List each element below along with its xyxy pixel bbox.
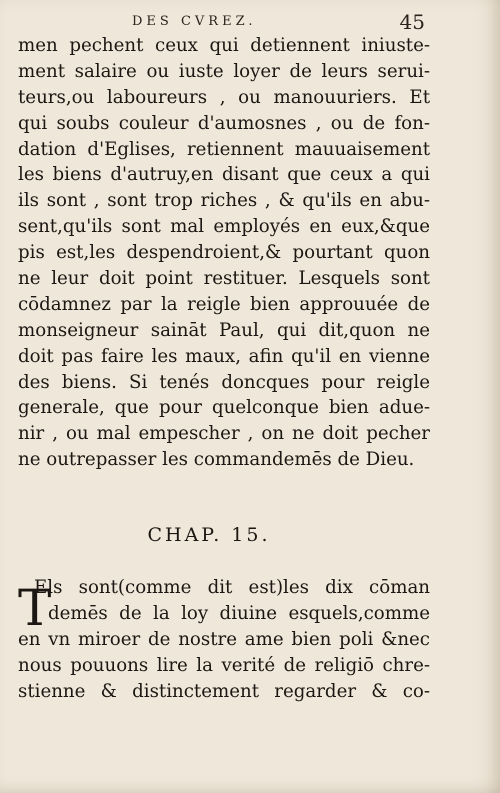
text-line: pis est,les despendroient,& pourtant quon (18, 242, 430, 264)
text-line: qui soubs couleur d'aumosnes , ou de fon- (18, 112, 430, 134)
text-line: nir , ou mal empescher , on ne doit pecher (18, 423, 430, 445)
text-line: generale, que pour quelconque bien adue- (18, 397, 430, 419)
text-line: en vn miroer de nostre ame bien poli &nec (18, 628, 430, 650)
running-title: DES CVREZ. (132, 14, 257, 29)
text-line: ils sont , sont trop riches , & qu'ils en abu- (18, 190, 430, 212)
text-line: monseigneur saināt Paul, qui dit,quon ne (18, 319, 430, 341)
text-line: men pechent ceux qui detiennent iniuste- (18, 35, 430, 56)
running-head (0, 8, 500, 36)
chapter-paragraph (18, 575, 430, 704)
text-line: nous pouuons lire la verité de religiō chre- (18, 654, 430, 676)
text-line: teurs,ou laboureurs , ou manouuriers. Et (18, 86, 430, 108)
text-line: ne leur doit point restituer. Lesquels sont (18, 268, 430, 290)
chapter-heading: CHAP. 15. (147, 524, 271, 546)
drop-cap: T (18, 579, 52, 637)
text-line: demēs de la loy diuine esquels,comme (48, 602, 430, 624)
page-number: 45 (399, 10, 425, 34)
text-line: ne outrepasser les commandemēs de Dieu. (18, 449, 415, 471)
text-line: Els sont(comme dit est)les dix cōman (34, 577, 430, 598)
text-line: stienne & distinctement regarder & co- (18, 680, 430, 702)
text-line: cōdamnez par la reigle bien approuuée de (18, 293, 430, 315)
text-line: des biens. Si tenés doncques pour reigle (18, 371, 430, 393)
paragraph (18, 33, 430, 473)
text-line: ment salaire ou iuste loyer de leurs serui- (18, 60, 430, 82)
text-line: doit pas faire les maux, afin qu'il en vienne (18, 345, 430, 367)
text-line: sent,qu'ils sont mal employés en eux,&que (18, 216, 430, 238)
text-line: dation d'Eglises, retiennent mauuaisement (18, 138, 430, 160)
text-line: les biens d'autruy,en disant que ceux a qui (18, 164, 430, 186)
